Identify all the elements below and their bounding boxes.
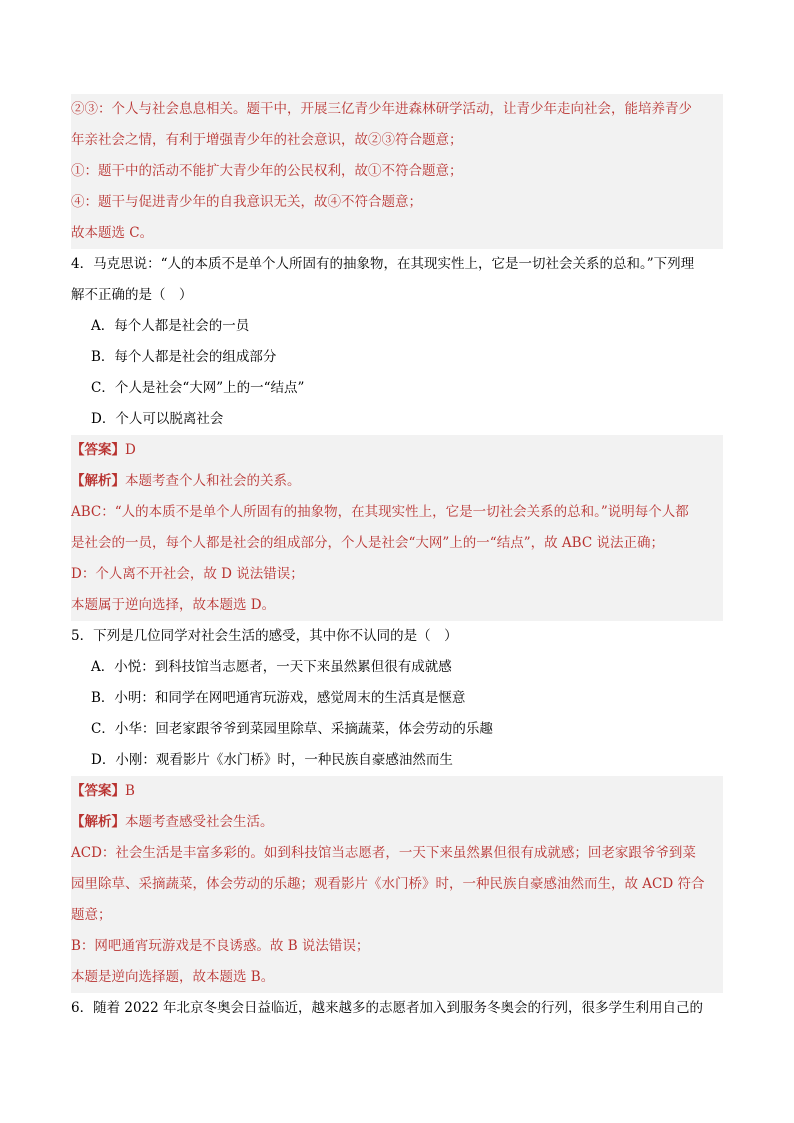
answer-line [71, 435, 723, 466]
analysis-line: ④：题干与促进青少年的自我意识无关，故④不符合题意； [71, 194, 422, 210]
option-d: D．个人可以脱离社会 [91, 411, 224, 427]
analysis-summary: 本题考查个人和社会的关系。 [125, 473, 301, 489]
question-stem: 解不正确的是（ ） [71, 287, 193, 303]
analysis-line: 园里除草、采摘蔬菜，体会劳动的乐趣；观看影片《水门桥》时，一种民族自豪感油然而生，故 ACD 符合 [71, 876, 705, 892]
analysis-line: D：个人离不开社会，故 D 说法错误； [71, 566, 304, 582]
analysis-conclusion: 故本题选 C。 [71, 225, 154, 241]
analysis-line: 是社会的一员，每个人都是社会的组成部分，个人是社会“大网”上的一“结点”，故 ABC 说法正确； [71, 535, 664, 551]
option-d: D．小刚：观看影片《水门桥》时，一种民族自豪感油然而生 [91, 752, 453, 768]
question-4 [71, 249, 723, 435]
option-b: B．每个人都是社会的组成部分 [91, 349, 277, 365]
question-stem: 6．随着 2022 年北京冬奥会日益临近，越来越多的志愿者加入到服务冬奥会的行列，很多学生利用自己的 [71, 1000, 704, 1016]
option-c: C．个人是社会“大网”上的一“结点” [91, 380, 305, 396]
question-4-solution [71, 435, 723, 621]
option-a: A．小悦：到科技馆当志愿者，一天下来虽然累但很有成就感 [91, 659, 452, 675]
answer-line [71, 776, 723, 807]
answer-value: D [125, 442, 136, 458]
analysis-conclusion: 本题是逆向选择题，故本题选 B。 [71, 969, 275, 985]
option-a: A．每个人都是社会的一员 [91, 318, 250, 334]
question-stem: 5．下列是几位同学对社会生活的感受，其中你不认同的是（ ） [71, 628, 458, 644]
option-b: B．小明：和同学在网吧通宵玩游戏，感觉周末的生活真是惬意 [91, 690, 466, 706]
question-5 [71, 621, 723, 776]
answer-tag: 【答案】 [71, 783, 125, 799]
option-c: C．小华：回老家跟爷爷到菜园里除草、采摘蔬菜，体会劳动的乐趣 [91, 721, 493, 737]
analysis-line: ACD：社会生活是丰富多彩的。如到科技馆当志愿者，一天下来虽然累但很有成就感；回老家跟爷爷到菜 [71, 845, 696, 861]
analysis-tag: 【解析】 [71, 814, 125, 830]
analysis-line: ②③：个人与社会息息相关。题干中，开展三亿青少年进森林研学活动，让青少年走向社会，能培养青少 [71, 101, 692, 117]
analysis-tag: 【解析】 [71, 473, 125, 489]
analysis-summary: 本题考查感受社会生活。 [125, 814, 274, 830]
analysis-line: ABC：“人的本质不是单个人所固有的抽象物，在其现实性上，它是一切社会关系的总和。”说明每个人都 [71, 504, 689, 520]
analysis-line: B：网吧通宵玩游戏是不良诱惑。故 B 说法错误； [71, 938, 370, 954]
answer-value: B [125, 783, 135, 799]
question-5-solution [71, 776, 723, 993]
question-6 [71, 993, 723, 1024]
previous-analysis-block [71, 94, 723, 249]
analysis-line: 年亲社会之情，有利于增强青少年的社会意识，故②③符合题意； [71, 132, 463, 148]
analysis-header-line [71, 466, 723, 497]
analysis-line: 题意； [71, 907, 112, 923]
question-stem: 4．马克思说：“人的本质不是单个人所固有的抽象物，在其现实性上，它是一切社会关系的总和。”下列理 [71, 256, 695, 272]
analysis-header-line [71, 807, 723, 838]
analysis-conclusion: 本题属于逆向选择，故本题选 D。 [71, 597, 276, 613]
document-page [71, 94, 723, 1024]
answer-tag: 【答案】 [71, 442, 125, 458]
analysis-line: ①：题干中的活动不能扩大青少年的公民权利，故①不符合题意； [71, 163, 463, 179]
